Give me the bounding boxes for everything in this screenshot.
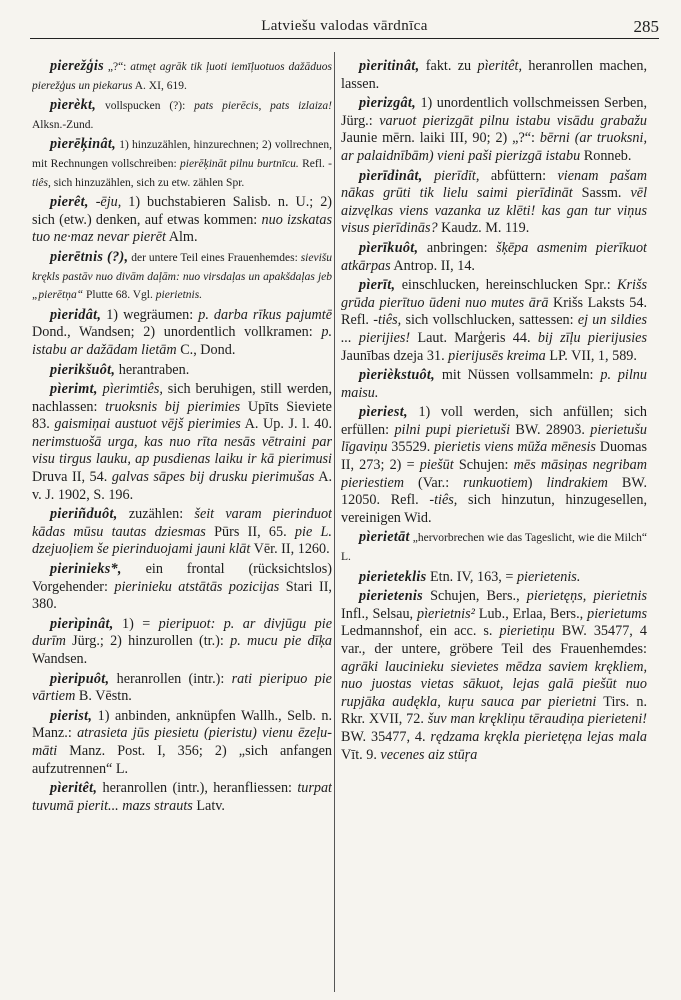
entry-text: p. darba rīkus pajumtē [198, 306, 332, 323]
entry-text: Plutte 68. Vgl. [83, 289, 156, 302]
dictionary-entry [32, 708, 332, 778]
entry-headword: pìerizgât, [359, 95, 416, 112]
entry-text: Duomas II, 273; 2) = [341, 439, 647, 474]
entry-text: mit Nüssen vollsammeln: [435, 367, 601, 384]
page-header [30, 8, 659, 39]
entry-text: pierietenis. [516, 568, 581, 585]
entry-text: „?“: [103, 61, 131, 73]
entry-text: herantraben. [115, 361, 190, 378]
entry-text: pierinieku atstātās pozicijas [114, 578, 280, 595]
entry-headword: pierietenis [359, 588, 423, 605]
entry-text: vollspucken (?): [96, 100, 195, 113]
entry-text: heranrollen (intr.): [109, 670, 232, 687]
dictionary-entry [32, 506, 332, 559]
dictionary-entry [341, 588, 647, 764]
entry-text: Infl., Selsau, [341, 605, 418, 622]
entry-text: A. Up. J. l. 40. [240, 416, 332, 433]
entry-text: Alm. [165, 229, 198, 246]
entry-text: Dond., Wandsen; 2) unordentlich vollkramen: [32, 324, 322, 341]
entry-headword: pìerietāt [359, 529, 410, 546]
dictionary-entry [341, 367, 647, 402]
dictionary-entry [32, 136, 332, 192]
entry-text: pìeritêt, [477, 58, 523, 74]
left-column [32, 58, 332, 993]
entry-text: nerimstuošā urga, kas nuo rīta nesās vētraini par visu tirgus lauku, ap pusdienas laiku ir kā pierimusi [32, 433, 332, 468]
entry-text: Tirs. n. Rkr. XVII, 72. [341, 693, 647, 728]
dictionary-entry [32, 58, 332, 95]
entry-text: heranrollen (intr.), heranfliessen: [97, 780, 298, 797]
entry-headword: pierist, [50, 707, 93, 724]
page-number: 285 [633, 17, 659, 36]
entry-text: Upīts Sieviete 83. [32, 398, 332, 433]
dictionary-entry [32, 249, 332, 305]
dictionary-entry [341, 168, 647, 238]
dictionary-entry [341, 277, 647, 365]
entry-text: 1) voll werden, sich anfüllen; sich erfüllen: [341, 404, 647, 438]
entry-text: Manz. Post. I, 356; 2) „sich anfangen aufzutrennen“ L. [32, 742, 332, 777]
entry-text: -tiês, [429, 492, 458, 509]
entry-text: „hervorbrechen wie das Tageslicht, wie die Milch“ L. [341, 532, 647, 564]
entry-text: heranrollen machen, lassen. [341, 58, 647, 92]
entry-text: bij zīļu pierijusies [537, 329, 647, 346]
entry-text: A. XI, 619. [132, 79, 187, 92]
entry-text: pierietęņs, pierietnis [526, 588, 647, 605]
entry-text: sievišu krękls pastāv nuo divām daļām: nuo virsdaļas un apakšdaļas jeb „pierētņa“ [32, 251, 332, 302]
entry-text: pierīdīt, [434, 167, 480, 184]
entry-headword: pierieteklis [359, 568, 427, 585]
entry-text: 1) buchstabieren Salisb. n. U.; 2) sich (etw.) denken, auf etwas kommen: [32, 194, 332, 228]
entry-text: pìerimtiês, [102, 381, 163, 398]
entry-text: Refl. [298, 157, 329, 170]
entry-headword: pierìpinât, [50, 615, 114, 632]
entry-headword: pìerēķinât, [50, 136, 116, 153]
entry-text: vēl aizvęlkas viens vazanka uz klēti! kas gan tur viņus visus pierīdinās? [341, 185, 647, 237]
entry-text: BW. 12050. Refl. [341, 474, 647, 509]
entry-text: bērni (ar truoksni, ar palaidnībām) vieni paši pierizgā istabu [341, 130, 647, 164]
entry-text: ein frontal (rücksichtslos) Vorgehender: [32, 561, 332, 595]
entry-text: (Var.: [404, 474, 464, 491]
entry-text: atmęt agrāk tik ļuoti iemīļuotuos dažāduos pierežģus un piekarus [32, 61, 332, 92]
entry-text: p. pilnu maisu. [341, 367, 647, 401]
entry-text: ej un sildies ... pierijies! [341, 312, 647, 346]
entry-text: Ronneb. [580, 147, 632, 164]
dictionary-entry [341, 404, 647, 527]
dictionary-entry [341, 529, 647, 566]
entry-text: 1) = [113, 615, 159, 632]
entry-text: Krišs Laksts 54. Refl. [341, 294, 647, 329]
entry-text: Lub., Erlaa, Bers., [474, 605, 588, 622]
dictionary-entry [341, 95, 647, 165]
entry-text: Laut. Marģeris 44. [410, 329, 538, 346]
entry-text: 1) hinzuzählen, hinzurechnen; 2) vollrechnen, mit Rechnungen vollschreiben: [32, 139, 332, 170]
entry-text: pierēķināt pilnu burtnīcu. [180, 157, 299, 170]
entry-headword: pìerīkuôt, [359, 239, 419, 256]
entry-text: Jürg.; 2) hinzurollen (tr.): [65, 633, 231, 650]
entry-text: anbringen: [418, 239, 497, 256]
entry-text: 1) unordentlich vollschmeissen Serben, Jürg.: [341, 95, 647, 129]
entry-text: šeit varam pierinduot kādas mūsu tautas dziesmas [32, 506, 332, 540]
entry-text: Kaudz. M. 119. [437, 220, 530, 237]
entry-text: pierietiņu [499, 623, 555, 640]
entry-headword: pierētnis (?), [50, 248, 129, 265]
entry-text: Schujen: [453, 457, 514, 474]
entry-text: mēs māsiņas negribam pieriestiem [341, 457, 647, 491]
entry-headword: pìeritinât, [359, 58, 420, 74]
entry-text: pats pierēcis, pats izlaiza! [194, 100, 332, 113]
entry-text: 1) wegräumen: [101, 306, 199, 323]
entry-text: Latv. [192, 797, 225, 814]
entry-headword: pìerimt, [50, 381, 98, 398]
entry-text: nuo izskatas tuo ne·maz nevar pierēt [32, 211, 332, 246]
entry-headword: pierežģis [50, 58, 104, 74]
entry-text: Wandsen. [32, 651, 88, 667]
entry-headword: pìerièkstuôt, [359, 367, 436, 384]
entry-text: šuv man krękliņu tēraudiņa pierieteni! [427, 711, 647, 728]
entry-text: vecenes aiz stūŗa [380, 746, 478, 763]
entry-text: p. istabu ar dažādam lietām [32, 324, 332, 358]
entry-text: Stari II, 380. [32, 578, 332, 613]
entry-text: -tiês, [32, 157, 332, 189]
entry-text: BW. 35477, 4. [341, 728, 431, 745]
entry-text: zuzählen: [117, 506, 195, 523]
dictionary-entry [341, 569, 647, 587]
entry-text: Ledmannshof, ein acc. s. [341, 623, 500, 640]
entry-headword: pieriñduôt, [50, 506, 118, 523]
entry-text: C., Dond. [176, 341, 236, 358]
entry-text: Alksn.-Zund. [32, 118, 94, 131]
entry-text: 35529. [387, 439, 435, 456]
entry-headword: pìeridât, [50, 306, 102, 323]
entry-text: pìerietnis² [417, 605, 475, 622]
entry-text: abfüttern: [479, 167, 558, 184]
entry-text: truoksnis bij pierimies [105, 398, 241, 415]
dictionary-entry [32, 381, 332, 504]
entry-text: pierijusēs kreima [448, 347, 546, 364]
dictionary-entry [32, 561, 332, 614]
entry-text: sich hinzuzählen, sich zu etw. zählen Spr. [50, 176, 245, 189]
entry-text: pierietis viens mūža mēnesis [434, 439, 596, 456]
entry-text: pieripuot: p. ar divjūgu pie durīm [32, 615, 332, 650]
entry-text: Krišs grūda pierītuo ūdeni nuo mutes ārā [341, 277, 647, 311]
entry-text: pierietums [587, 605, 647, 622]
entry-text: vienam pašam nākas grūti tik lielu saimi pierīdināt [341, 167, 647, 202]
entry-text: ) [527, 474, 547, 491]
entry-text: Druva II, 54. [32, 469, 112, 486]
entry-headword: pìerèkt, [50, 97, 97, 114]
entry-headword: pìerīt, [359, 277, 396, 294]
entry-text: Jaunības dzeja 31. [341, 347, 449, 364]
entry-text: BW. 28903. [510, 421, 591, 438]
entry-headword: pierêt, [50, 194, 89, 211]
entry-text: Vīt. 9. [341, 746, 381, 763]
entry-text: šķēpa asmenim pierīkuot atkārpas [341, 239, 647, 274]
entry-text: der untere Teil eines Frauenhemdes: [128, 251, 301, 264]
entry-headword: pierinieks*, [50, 561, 122, 578]
entry-text: Schujen, Bers., [423, 588, 527, 605]
entry-text: sich hinzutun, hinzugesellen, vereinigen Wid. [341, 492, 647, 526]
entry-text: turpat tuvumā pierit... mazs strauts [32, 780, 332, 814]
entry-text: varuot pierizgāt pilnu istabu visādu grabažu [379, 112, 647, 129]
entry-headword: pìeripuôt, [50, 670, 110, 687]
entry-text: rati pieripuo pie vārtiem [32, 670, 332, 705]
entry-text: sich beruhigen, still werden, nachlassen: [32, 381, 332, 415]
entry-text: Sassm. [572, 185, 631, 202]
column-divider [334, 52, 335, 992]
entry-text: BW. 35477, 4 var., der untere, gröbere Teil des Frauenhemdes: [341, 623, 647, 657]
entry-text: -tiês, [373, 312, 402, 329]
entry-text: pilni pupi pierietuši [394, 421, 511, 438]
entry-text: galvas sāpes bij drusku pierimušas [111, 469, 315, 486]
dictionary-entry [32, 780, 332, 815]
entry-text: 1) anbinden, anknüpfen Wallh., Selb. n. Manz.: [32, 707, 332, 742]
entry-text: pie L. dzejuoļiem še pierinduojami jauni klāt [32, 523, 332, 558]
dictionary-entry [341, 240, 647, 275]
entry-text [423, 168, 434, 184]
entry-text: piešūt [419, 457, 454, 474]
entry-text [89, 194, 96, 210]
entry-text: Antrop. II, 14. [390, 257, 475, 274]
entry-headword: pìeriest, [359, 404, 408, 421]
dictionary-entry [32, 194, 332, 247]
entry-text: Pūrs II, 65. [205, 523, 295, 540]
running-title: Latviešu valodas vārdnīca [261, 18, 428, 34]
entry-headword: pìerīdinât, [359, 167, 423, 184]
entry-text: Etn. IV, 163, = [426, 568, 517, 585]
entry-text: atrasieta jūs piesietu (pieristu) vienu ēzeļu-māti [32, 725, 332, 759]
dictionary-entry [341, 58, 647, 93]
entry-headword: pierikšuôt, [50, 361, 116, 378]
entry-text: -ēju, [95, 194, 122, 211]
entry-text: Vēr. II, 1260. [250, 541, 330, 558]
right-column [341, 58, 647, 993]
entry-text: p. mucu pie dīķa [230, 633, 332, 650]
entry-text: Jaunie mērn. laiki III, 90; 2) „?“: [341, 130, 540, 147]
dictionary-entry [32, 307, 332, 360]
entry-text: A. v. J. 1902, S. 196. [32, 469, 332, 503]
entry-text: pierietušu līgaviņu [341, 421, 647, 456]
dictionary-entry [32, 671, 332, 706]
entry-text: rędzama krękla pierietęņa lejas mala [430, 728, 647, 745]
entry-headword: pìeritêt, [50, 780, 98, 797]
dictionary-entry [32, 362, 332, 380]
dictionary-entry [32, 97, 332, 134]
entry-text: agrāki laucinieku sievietes mēdza saviem krękliem, nuo juostas vietas sākuot, lejas galā piešūt nuo rupjāka audękla, kuŗu sauca par pierietni [341, 658, 647, 710]
entry-text: runkuotiem [463, 474, 528, 491]
entry-text: sich vollschlucken, sattessen: [401, 312, 578, 329]
entry-text: gaismiņai austuot vējš pierimies [54, 416, 241, 433]
entry-text: fakt. zu [419, 58, 478, 74]
dictionary-entry [32, 616, 332, 669]
entry-text: lindrakiem [546, 474, 608, 491]
entry-text: pierietnis. [155, 289, 203, 302]
entry-text: einschlucken, hereinschlucken Spr.: [395, 277, 618, 294]
entry-text: B. Vēstn. [75, 688, 132, 705]
entry-text: LP. VII, 1, 589. [545, 347, 637, 364]
